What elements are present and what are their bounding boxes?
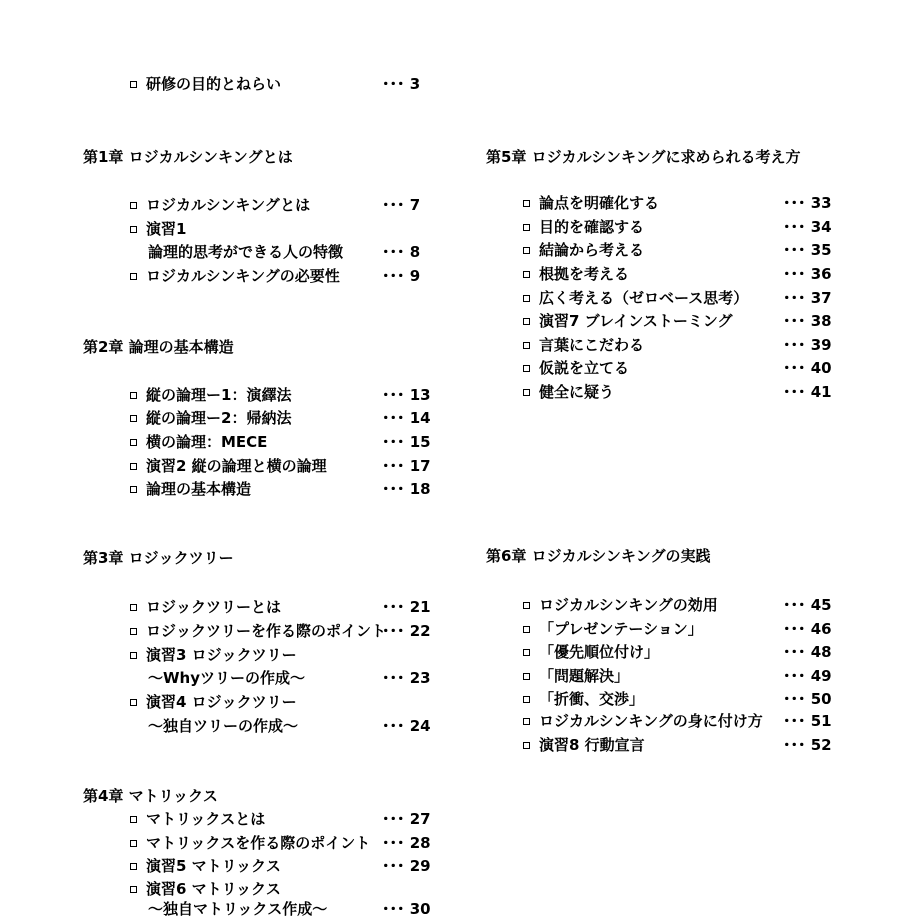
toc-page: ･･･ 9: [382, 267, 421, 285]
toc-item: 演習5 マトリックス: [130, 856, 281, 876]
toc-page: ･･･ 38: [783, 312, 832, 330]
toc-page: ･･･ 8: [382, 243, 421, 261]
toc-item: 縦の論理ー1：演繹法: [130, 385, 291, 405]
toc-item: 演習4 ロジックツリー: [130, 692, 297, 712]
chapter-6-title: 第6章 ロジカルシンキングの実践: [486, 547, 711, 565]
toc-item: 「プレゼンテーション」: [523, 619, 703, 639]
toc-page: ･･･ 28: [382, 834, 431, 852]
toc-item: 根拠を考える: [523, 264, 629, 284]
toc-page: ･･･ 45: [783, 596, 832, 614]
toc-page: ･･･ 51: [783, 712, 832, 730]
toc-item: ロジカルシンキングの必要性: [130, 266, 340, 286]
toc-item: 仮説を立てる: [523, 358, 629, 378]
toc-item: 「問題解決」: [523, 666, 629, 686]
toc-page: ･･･ 34: [783, 218, 832, 236]
toc-item: 縦の論理ー2：帰納法: [130, 408, 291, 428]
toc-item-continuation: 論理的思考ができる人の特徴: [148, 243, 344, 261]
toc-page: ･･･ 27: [382, 810, 431, 828]
toc-page: ･･･ 15: [382, 433, 431, 451]
toc-item: ロジカルシンキングの身に付け方: [523, 711, 763, 731]
toc-item: 広く考える（ゼロベース思考）: [523, 288, 748, 308]
chapter-5-title: 第5章 ロジカルシンキングに求められる考え方: [486, 148, 801, 166]
toc-page: ･･･ 49: [783, 667, 832, 685]
toc-page: ･･･ 48: [783, 643, 832, 661]
toc-page: ･･･ 46: [783, 620, 832, 638]
toc-page: ･･･ 29: [382, 857, 431, 875]
toc-page: ･･･ 13: [382, 386, 431, 404]
toc-page: ･･･ 41: [783, 383, 832, 401]
toc-item: 「折衝、交渉」: [523, 689, 644, 709]
toc-page: ･･･ 7: [382, 196, 421, 214]
toc-item: 論点を明確化する: [523, 193, 659, 213]
toc-item: 演習1: [130, 219, 186, 239]
toc-item: 結論から考える: [523, 240, 644, 260]
toc-item-continuation: ～Whyツリーの作成～: [148, 669, 306, 687]
toc-page: ･･･ 50: [783, 690, 832, 708]
toc-page: ･･･ 24: [382, 717, 431, 735]
toc-page-intro: ･･･ 3: [382, 75, 421, 93]
toc-page: ･･･ 30: [382, 900, 431, 918]
toc-item: 論理の基本構造: [130, 479, 251, 499]
toc-item: 言葉にこだわる: [523, 335, 644, 355]
toc-page: ･･･ 33: [783, 194, 832, 212]
toc-item-continuation: ～独自マトリックス作成～: [148, 900, 328, 918]
toc-page: ･･･ 52: [783, 736, 832, 754]
toc-page: ･･･ 22: [382, 622, 431, 640]
toc-item: ロジックツリーを作る際のポイント: [130, 621, 386, 641]
toc-page: ･･･ 39: [783, 336, 832, 354]
toc-page: ･･･ 18: [382, 480, 431, 498]
toc-item: 目的を確認する: [523, 217, 644, 237]
toc-item: マトリックスを作る際のポイント: [130, 833, 370, 853]
toc-page: ･･･ 23: [382, 669, 431, 687]
toc-page: ･･･ 35: [783, 241, 832, 259]
toc-page: ･･･ 37: [783, 289, 832, 307]
toc-item-intro: 研修の目的とねらい: [130, 74, 281, 94]
toc-item: 演習2 縦の論理と横の論理: [130, 456, 327, 476]
toc-item: 演習6 マトリックス: [130, 879, 281, 899]
toc-page: ･･･ 40: [783, 359, 832, 377]
chapter-3-title: 第3章 ロジックツリー: [83, 549, 234, 567]
toc-item: 健全に疑う: [523, 382, 614, 402]
toc-item: 演習3 ロジックツリー: [130, 645, 297, 665]
toc-page: ･･･ 21: [382, 598, 431, 616]
toc-item-continuation: ～独自ツリーの作成～: [148, 717, 299, 735]
toc-page: ･･･ 17: [382, 457, 431, 475]
toc-item: 演習8 行動宣言: [523, 735, 645, 755]
toc-page: ･･･ 14: [382, 409, 431, 427]
toc-item: ロジカルシンキングとは: [130, 195, 310, 215]
toc-item: ロジックツリーとは: [130, 597, 281, 617]
chapter-4-title: 第4章 マトリックス: [83, 787, 218, 805]
chapter-1-title: 第1章 ロジカルシンキングとは: [83, 148, 293, 166]
chapter-2-title: 第2章 論理の基本構造: [83, 338, 234, 356]
toc-page: ･･･ 36: [783, 265, 832, 283]
toc-item: 横の論理：MECE: [130, 432, 267, 452]
toc-item: マトリックスとは: [130, 809, 265, 829]
toc-item: 「優先順位付け」: [523, 642, 659, 662]
toc-item: ロジカルシンキングの効用: [523, 595, 718, 615]
toc-item: 演習7 ブレインストーミング: [523, 311, 733, 331]
